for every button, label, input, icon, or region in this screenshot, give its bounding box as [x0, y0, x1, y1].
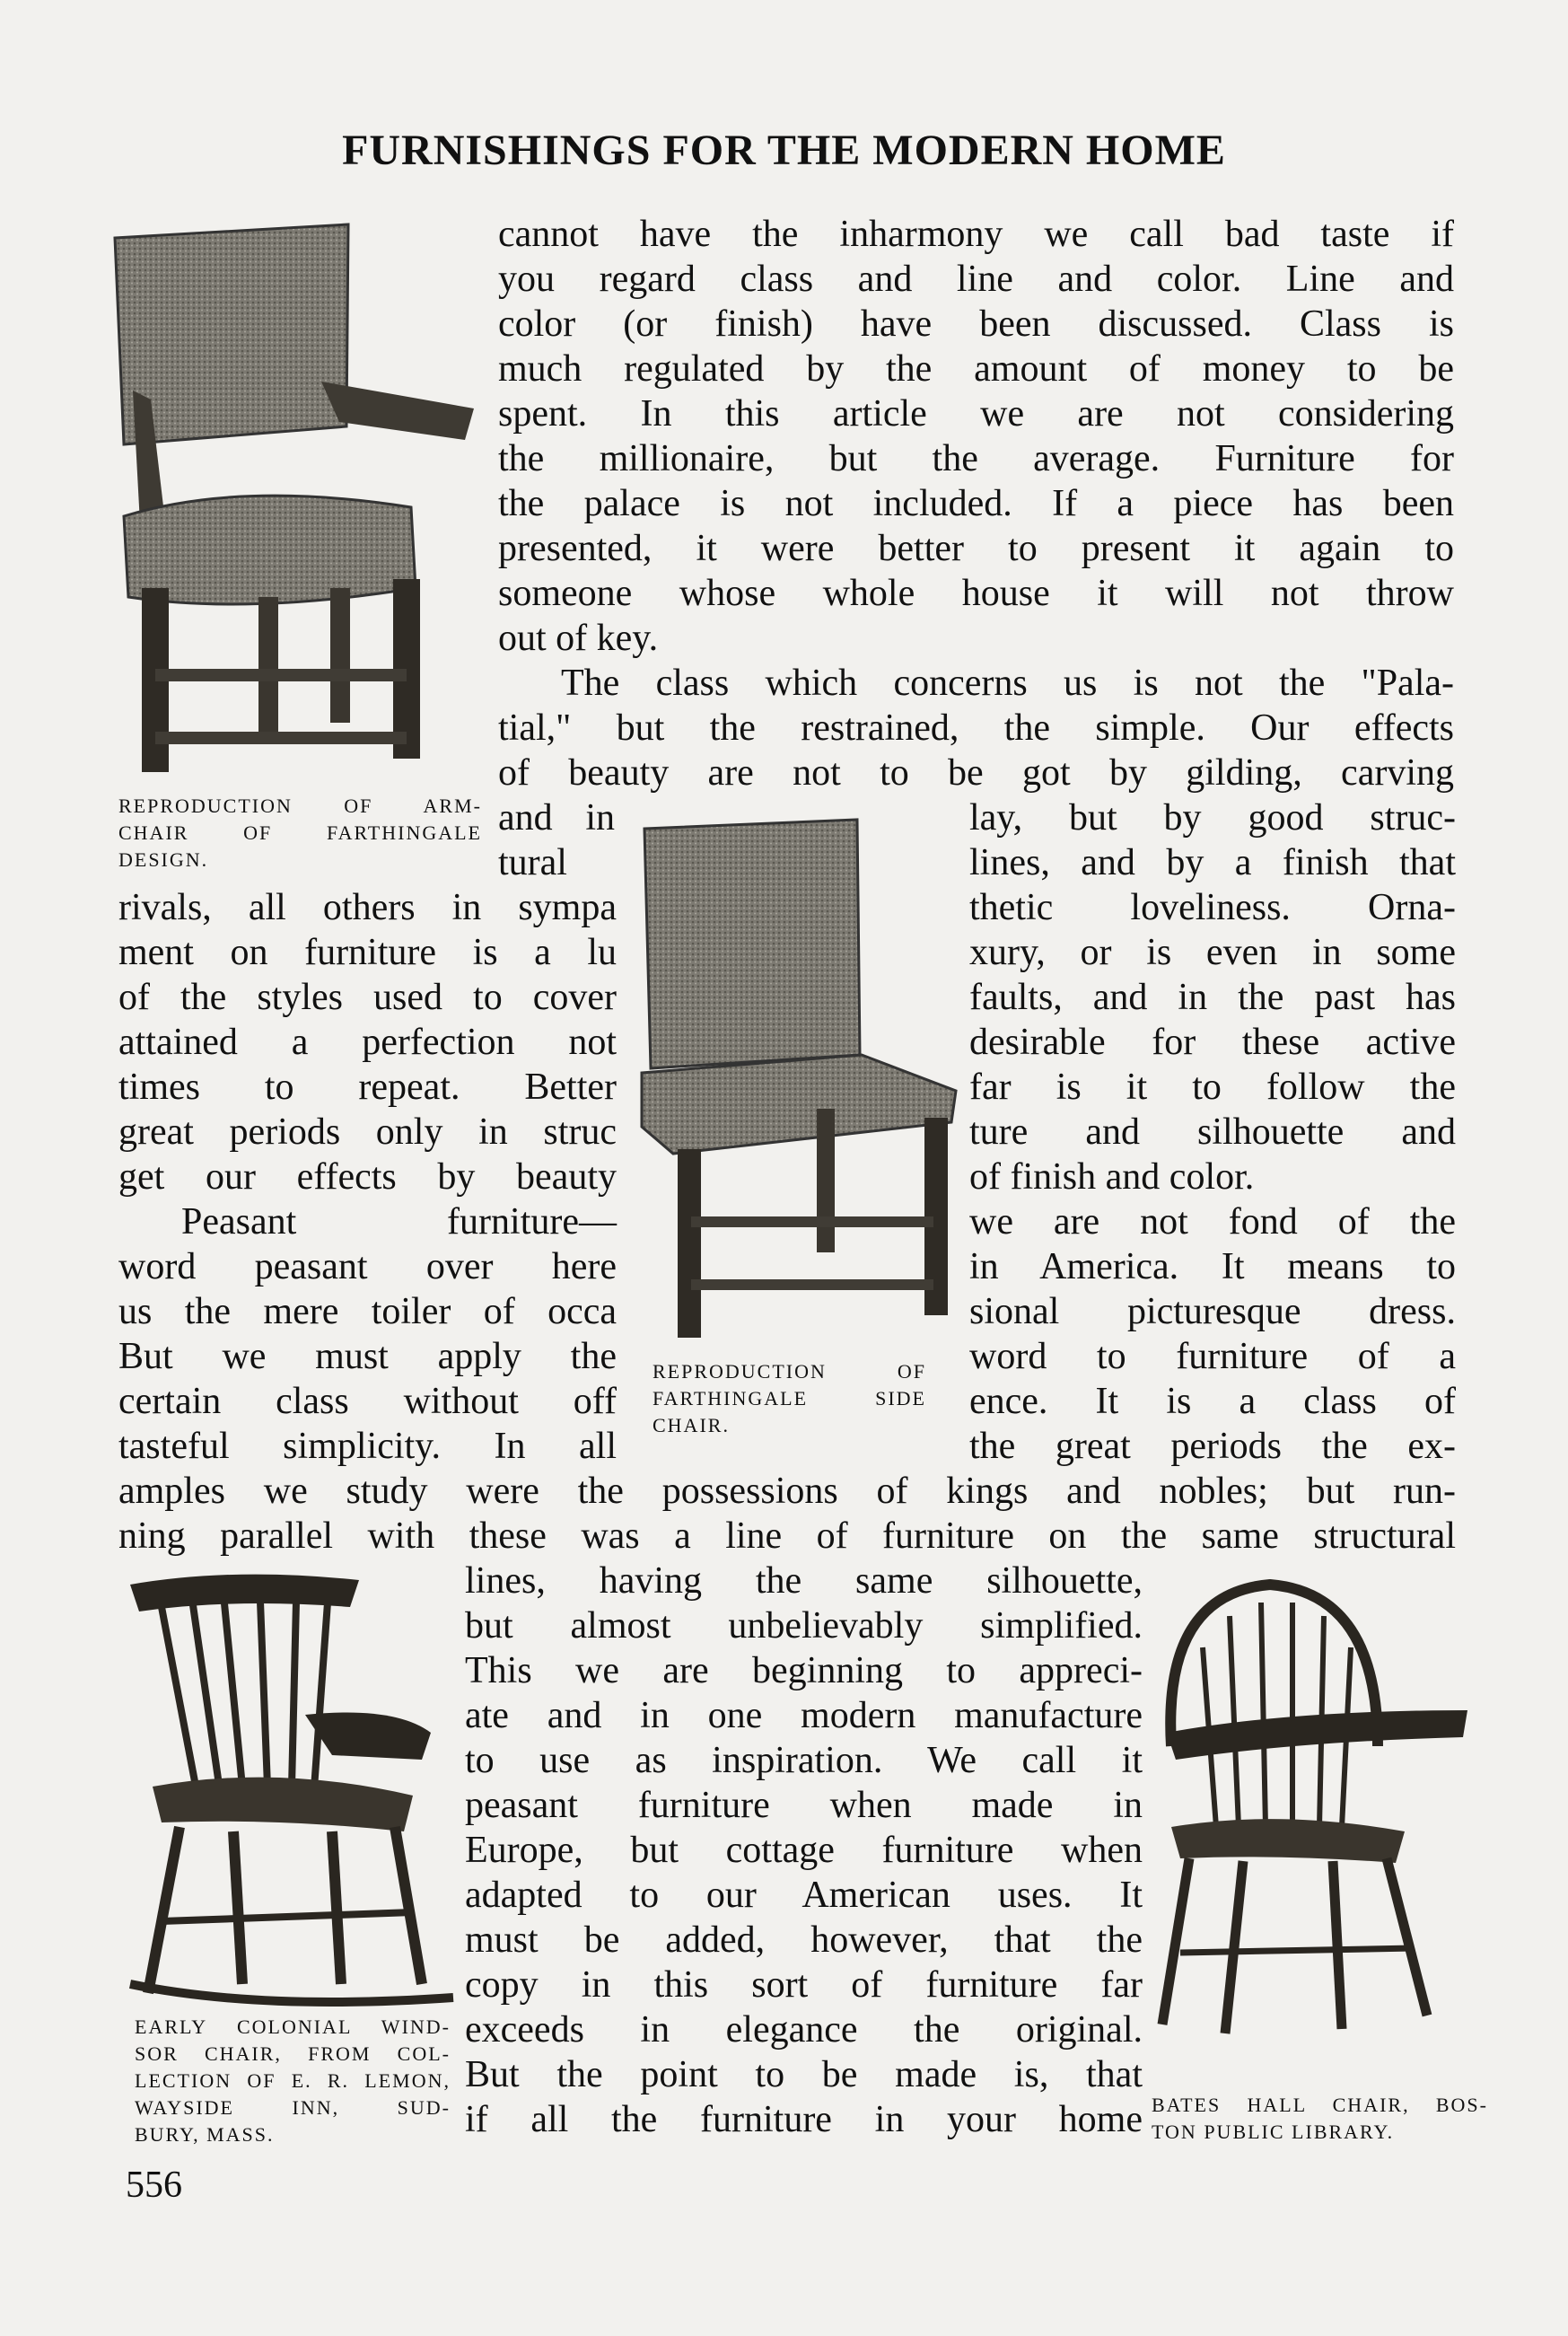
text-line: and in	[498, 797, 615, 839]
text-line: But the point to be made is, that	[465, 2054, 1143, 2095]
text-line: cannot have the inharmony we call bad taste if	[498, 214, 1454, 255]
caption-line: CHAIR.	[653, 1414, 730, 1436]
text-line: must be added, however, that the	[465, 1919, 1143, 1961]
caption-line: CHAIR OF FARTHINGALE	[118, 821, 482, 844]
text-line: lines, having the same silhouette,	[465, 1560, 1143, 1602]
text-line: the great periods the ex-	[969, 1426, 1456, 1467]
text-line: the palace is not included. If a piece has been	[498, 483, 1454, 524]
text-line: The class which concerns us is not the "Pala-	[561, 663, 1454, 704]
text-line: in America. It means to	[969, 1246, 1456, 1287]
text-line: amples we study were the possessions of kings and nobles; but run-	[118, 1471, 1456, 1512]
caption-line: DESIGN.	[118, 848, 209, 871]
text-line: ment on furniture is a lu	[118, 932, 617, 973]
page-number: 556	[126, 2165, 182, 2206]
page-header: FURNISHINGS FOR THE MODERN HOME	[342, 127, 1226, 174]
text-line: copy in this sort of furniture far	[465, 1964, 1143, 2006]
text-line: if all the furniture in your home	[465, 2099, 1143, 2140]
text-line: peasant furniture when made in	[465, 1785, 1143, 1826]
text-line: word to furniture of a	[969, 1336, 1456, 1377]
windsor-chair-caption	[135, 2014, 451, 2148]
text-block-full	[118, 1469, 1456, 1559]
text-line: great periods only in struc	[118, 1111, 617, 1153]
side-chair-caption	[653, 1358, 926, 1439]
text-line: Peasant furniture—	[181, 1201, 617, 1243]
text-line: thetic loveliness. Orna-	[969, 887, 1456, 928]
windsor-chair-image	[126, 1562, 458, 2015]
caption-line: BURY, MASS.	[135, 2123, 275, 2146]
text-line: This we are beginning to appreci-	[465, 1650, 1143, 1691]
text-line: rivals, all others in sympa	[118, 887, 617, 928]
text-line: faults, and in the past has	[969, 977, 1456, 1018]
text-line: us the mere toiler of occa	[118, 1291, 617, 1332]
caption-line: TON PUBLIC LIBRARY.	[1152, 2121, 1395, 2143]
text-line: exceeds in elegance the original.	[465, 2009, 1143, 2051]
text-line: much regulated by the amount of money to be	[498, 348, 1454, 390]
text-line: of finish and color.	[969, 1156, 1255, 1198]
text-line: ence. It is a class of	[969, 1381, 1456, 1422]
armchair-caption	[118, 793, 482, 874]
caption-line: REPRODUCTION OF ARM-	[118, 795, 482, 817]
text-line: tasteful simplicity. In all	[118, 1426, 617, 1467]
text-block-center	[465, 1559, 1143, 2142]
text-block-left	[118, 885, 617, 1469]
text-line: someone whose whole house it will not throw	[498, 573, 1454, 614]
text-line: lay, but by good struc-	[969, 797, 1456, 839]
text-line: times to repeat. Better	[118, 1067, 617, 1108]
text-line: ning parallel with these was a line of furniture on the same structural	[118, 1515, 1456, 1557]
text-line: sional picturesque dress.	[969, 1291, 1456, 1332]
caption-line: WAYSIDE INN, SUD-	[135, 2096, 451, 2119]
text-line: tial," but the restrained, the simple. Our effects	[498, 707, 1454, 749]
text-line: ate and in one modern manufacture	[465, 1695, 1143, 1736]
text-block-top	[498, 212, 1454, 795]
text-line: attained a perfection not	[118, 1022, 617, 1063]
text-line: we are not fond of the	[969, 1201, 1456, 1243]
text-line: to use as inspiration. We call it	[465, 1740, 1143, 1781]
text-line: Europe, but cottage furniture when	[465, 1830, 1143, 1871]
caption-line: FARTHINGALE SIDE	[653, 1387, 926, 1410]
text-line: color (or finish) have been discussed. Class is	[498, 303, 1454, 345]
text-line: the millionaire, but the average. Furniture for	[498, 438, 1454, 479]
farthingale-armchair-image	[106, 220, 483, 786]
text-line: presented, it were better to present it again to	[498, 528, 1454, 569]
bates-chair-caption	[1152, 2092, 1488, 2146]
bates-hall-chair-image	[1153, 1576, 1476, 2042]
text-line: desirable for these active	[969, 1022, 1456, 1063]
caption-line: REPRODUCTION OF	[653, 1360, 926, 1383]
text-line: spent. In this article we are not considering	[498, 393, 1454, 435]
farthingale-side-chair-image	[637, 812, 960, 1347]
text-line: certain class without off	[118, 1381, 617, 1422]
text-line: of beauty are not to be got by gilding, carving	[498, 752, 1454, 794]
text-line: lines, and by a finish that	[969, 842, 1456, 883]
text-line: adapted to our American uses. It	[465, 1875, 1143, 1916]
text-line: xury, or is even in some	[969, 932, 1456, 973]
text-line: but almost unbelievably simplified.	[465, 1605, 1143, 1647]
text-line: tural	[498, 842, 567, 883]
caption-line: BATES HALL CHAIR, BOS-	[1152, 2094, 1488, 2116]
caption-line: LECTION OF E. R. LEMON,	[135, 2069, 451, 2092]
text-line: ture and silhouette and	[969, 1111, 1456, 1153]
text-line: you regard class and line and color. Line and	[498, 259, 1454, 300]
text-line: But we must apply the	[118, 1336, 617, 1377]
text-line: of the styles used to cover	[118, 977, 617, 1018]
caption-line: EARLY COLONIAL WIND-	[135, 2015, 451, 2038]
text-line: out of key.	[498, 618, 659, 659]
text-block-left-short	[498, 795, 615, 885]
caption-line: SOR CHAIR, FROM COL-	[135, 2042, 451, 2065]
text-line: get our effects by beauty	[118, 1156, 617, 1198]
text-line: far is it to follow the	[969, 1067, 1456, 1108]
text-line: word peasant over here	[118, 1246, 617, 1287]
text-block-right	[969, 795, 1456, 1469]
